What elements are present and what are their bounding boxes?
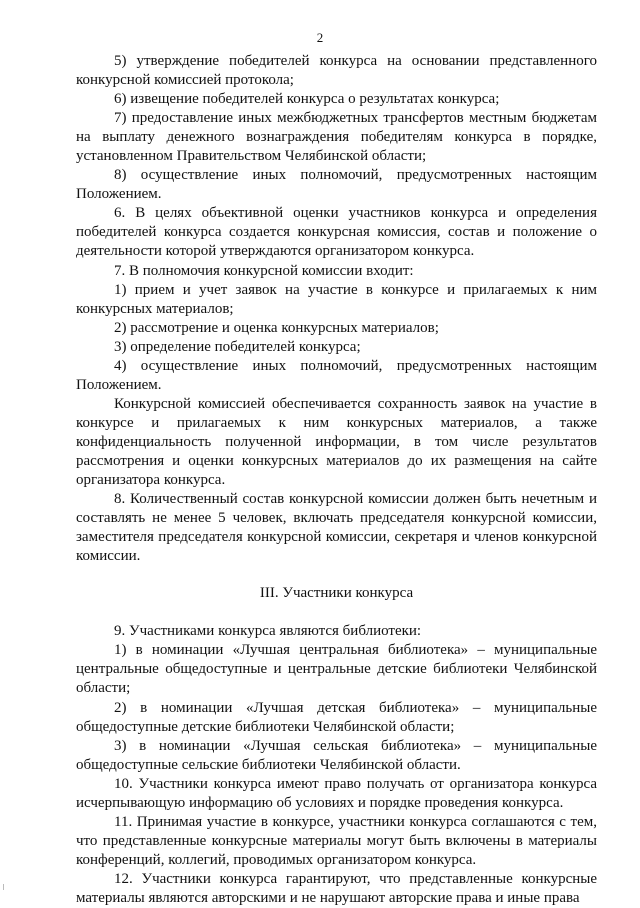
section-heading: III. Участники конкурса (259, 585, 414, 602)
paragraph: 6) извещение победителей конкурса о результатах конкурса; (114, 91, 500, 108)
paragraph: 1) в номинации «Лучшая центральная библиотека» – муниципальные центральные общедоступные и центральные детские библиотеки Челябинской области; (76, 642, 597, 697)
paragraph: 3) определение победителей конкурса; (114, 338, 361, 355)
paragraph: 9. Участниками конкурса являются библиотеки: (114, 623, 422, 640)
paragraph: 11. Принимая участие в конкурсе, участники конкурса соглашаются с тем, что представленные конкурсные материалы могут быть включены в материалы конференций, коллегий, проводимых организатором конкурса. (76, 813, 597, 868)
paragraph: 2) рассмотрение и оценка конкурсных материалов; (114, 319, 439, 336)
page-number: 2 (316, 30, 324, 45)
paragraph: 3) в номинации «Лучшая сельская библиотека» – муниципальные общедоступные сельские библиотеки Челябинской области. (76, 737, 597, 773)
paragraph: 8. Количественный состав конкурсной комиссии должен быть нечетным и составлять не менее 5 человек, включать председателя конкурсной комиссии, заместителя председателя конкурсной комиссии, секретаря и членов конкурсной комиссии. (76, 491, 597, 565)
paragraph: 7) предоставление иных межбюджетных трансфертов местным бюджетам на выплату денежного вознаграждения победителям конкурса в порядке, установленном Правительством Челябинской области; (76, 110, 597, 165)
paragraph: 5) утверждение победителей конкурса на основании представленного конкурсной комиссией протокола; (76, 53, 597, 89)
paragraph: 2) в номинации «Лучшая детская библиотека» – муниципальные общедоступные детские библиотеки Челябинской области; (76, 699, 597, 735)
paragraph: 1) прием и учет заявок на участие в конкурсе и прилагаемых к ним конкурсных материалов; (76, 281, 597, 317)
paragraph: 8) осуществление иных полномочий, предусмотренных настоящим Положением. (76, 167, 597, 203)
scan-edge-mark (3, 884, 4, 890)
paragraph: 4) осуществление иных полномочий, предусмотренных настоящим Положением. (76, 357, 597, 393)
paragraph: 12. Участники конкурса гарантируют, что представленные конкурсные материалы являются авторскими и не нарушают авторские права и иные права (76, 870, 597, 906)
paragraph: Конкурсной комиссией обеспечивается сохранность заявок на участие в конкурсе и прилагаемых к ним конкурсных материалов, а также конфиденциальность полученной информации, в том числе результатов рассмотрения и оценки конкурсных материалов до их размещения на сайте организатора конкурса. (76, 395, 597, 489)
document-body (76, 52, 597, 908)
paragraph: 6. В целях объективной оценки участников конкурса и определения победителей конкурса создается конкурсная комиссия, состав и положение о деятельности которой утверждаются организатором конкурса. (76, 205, 597, 260)
paragraph: 7. В полномочия конкурсной комиссии входит: (114, 262, 414, 279)
paragraph: 10. Участники конкурса имеют право получать от организатора конкурса исчерпывающую информацию об условиях и порядке проведения конкурса. (76, 775, 597, 811)
